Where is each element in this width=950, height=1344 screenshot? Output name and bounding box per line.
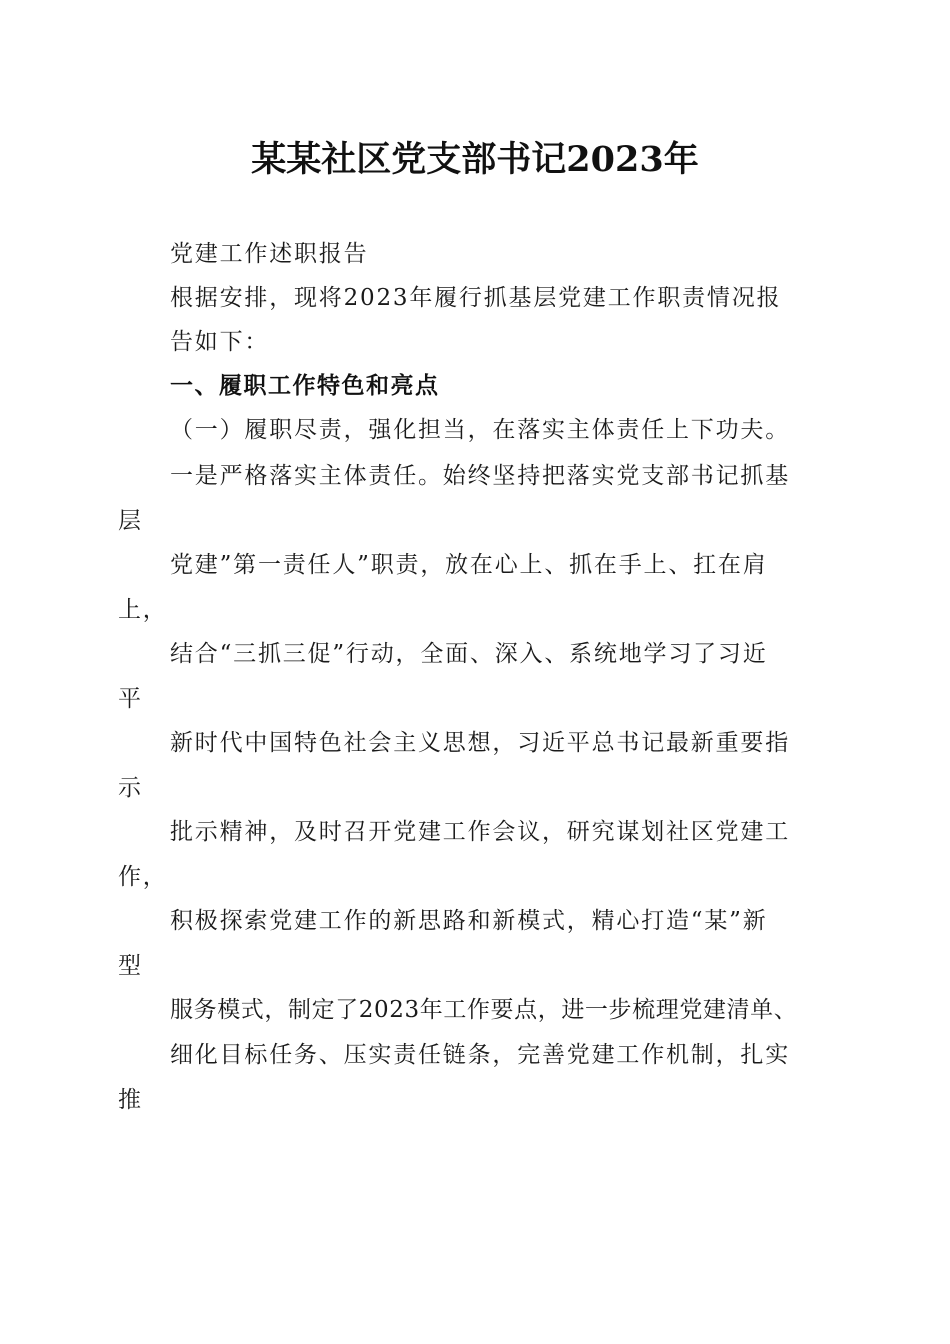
- body-line-wrap: 示: [118, 775, 143, 801]
- body-line: 根据安排，现将2023年履行抓基层党建工作职责情况报: [170, 285, 782, 311]
- body-line: 细化目标任务、压实责任链条，完善党建工作机制，扎实: [170, 1042, 790, 1068]
- body-line-wrap: 平: [118, 686, 143, 712]
- subtitle-line: 党建工作述职报告: [170, 241, 369, 267]
- subsection-heading: （一）履职尽责，强化担当，在落实主体责任上下功夫。: [170, 417, 790, 443]
- body-line: 批示精神，及时召开党建工作会议，研究谋划社区党建工: [170, 819, 790, 845]
- body-line: 服务模式，制定了2023年工作要点，进一步梳理党建清单、: [170, 997, 798, 1023]
- body-line-wrap: 型: [118, 953, 143, 979]
- section-heading: 一、履职工作特色和亮点: [170, 373, 440, 399]
- body-line: 新时代中国特色社会主义思想，习近平总书记最新重要指: [170, 730, 790, 756]
- body-line: 积极探索党建工作的新思路和新模式，精心打造“某”新: [170, 908, 768, 934]
- body-line: 告如下：: [170, 329, 270, 355]
- body-line: 党建”第一责任人”职责，放在心上、抓在手上、扛在肩: [170, 552, 768, 578]
- body-line-wrap: 层: [118, 508, 143, 534]
- body-line-wrap: 上，: [118, 597, 168, 623]
- document-title: 某某社区党支部书记2023年: [251, 139, 699, 180]
- body-line: 结合“三抓三促”行动，全面、深入、系统地学习了习近: [170, 641, 768, 667]
- body-line-wrap: 推: [118, 1087, 143, 1113]
- body-line: 一是严格落实主体责任。始终坚持把落实党支部书记抓基: [170, 463, 790, 489]
- body-line-wrap: 作，: [118, 864, 168, 890]
